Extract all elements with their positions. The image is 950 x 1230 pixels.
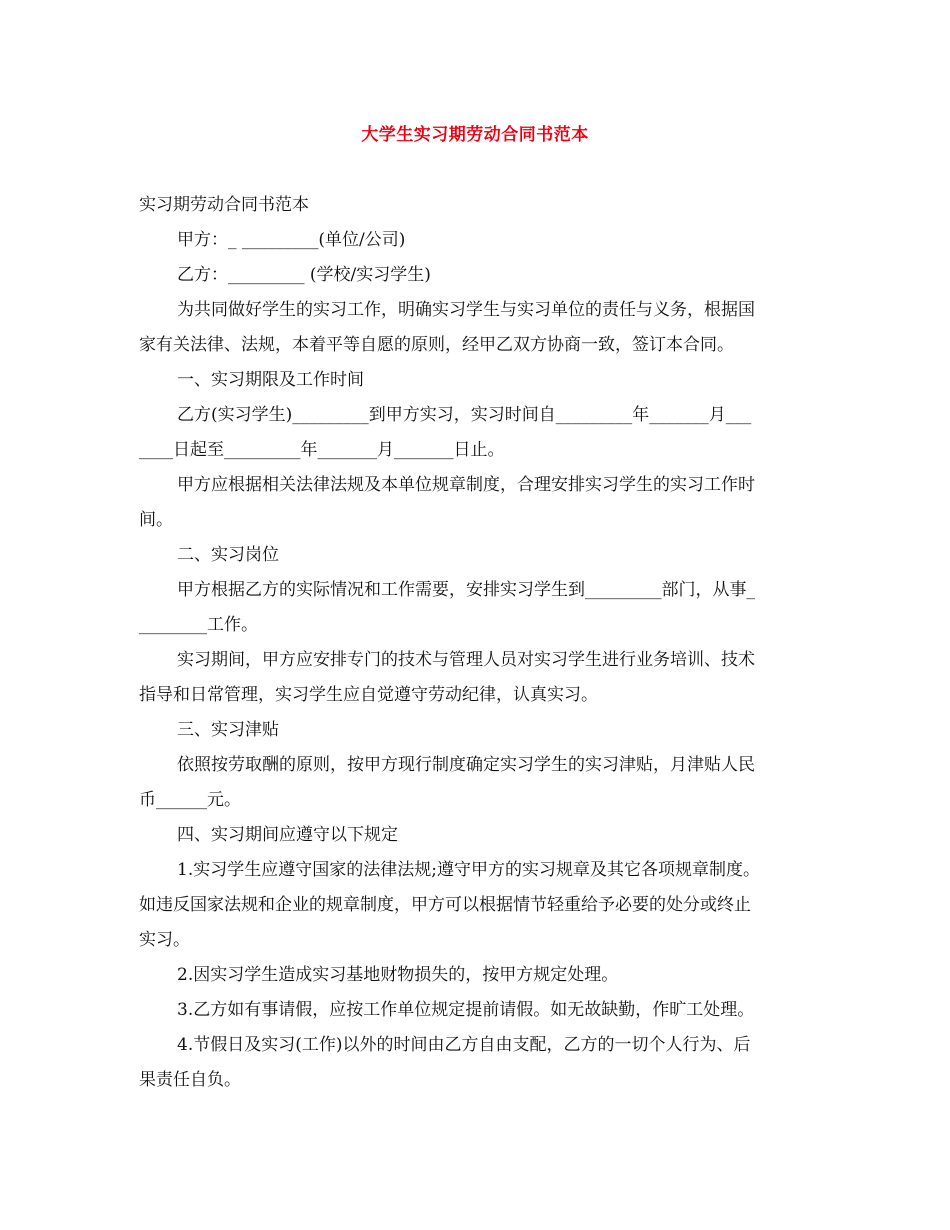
paragraph-line: 实习期间，甲方应安排专门的技术与管理人员对实习学生进行业务培训、技术: [177, 650, 755, 670]
paragraph-line: 币______元。: [139, 790, 241, 810]
paragraph-line: ____日起至_________年_______月_______日止。: [139, 440, 505, 460]
party-a-line: 甲方：_ _________(单位/公司): [177, 230, 406, 250]
section-heading: 一、实习期限及工作时间: [177, 370, 364, 390]
paragraph-line: 乙方(实习学生)_________到甲方实习，实习时间自_________年_______月___: [177, 405, 752, 425]
section-heading: 四、实习期间应遵守以下规定: [177, 825, 398, 845]
party-b-line: 乙方：_________ (学校/实习学生): [177, 265, 431, 285]
paragraph-line: 甲方根据乙方的实际情况和工作需要，安排实习学生到_________部门，从事_: [177, 580, 755, 600]
rule-item-line: 果责任自负。: [139, 1070, 241, 1090]
paragraph-line: 指导和日常管理，实习学生应自觉遵守劳动纪律，认真实习。: [139, 685, 598, 705]
paragraph-line: 家有关法律、法规，本着平等自愿的原则，经甲乙双方协商一致，签订本合同。: [139, 335, 734, 355]
rule-item-line: 1.实习学生应遵守国家的法律法规;遵守甲方的实习规章及其它各项规章制度。: [177, 860, 760, 880]
paragraph-line: 依照按劳取酬的原则，按甲方现行制度确定实习学生的实习津贴，月津贴人民: [177, 755, 755, 775]
rule-item-line: 2.因实习学生造成实习基地财物损失的，按甲方规定处理。: [177, 965, 619, 985]
paragraph-line: 间。: [139, 510, 173, 530]
section-heading: 二、实习岗位: [177, 545, 279, 565]
document-title: 大学生实习期劳动合同书范本: [361, 125, 589, 145]
paragraph-line: ________工作。: [139, 615, 258, 635]
rule-item-line: 3.乙方如有事请假，应按工作单位规定提前请假。如无故缺勤，作旷工处理。: [177, 1000, 755, 1020]
rule-item-line: 如违反国家法规和企业的规章制度，甲方可以根据情节轻重给予必要的处分或终止: [139, 895, 751, 915]
rule-item-line: 4.节假日及实习(工作)以外的时间由乙方自由支配，乙方的一切个人行为、后: [177, 1035, 751, 1055]
doc-subtitle: 实习期劳动合同书范本: [139, 195, 309, 215]
rule-item-line: 实习。: [139, 930, 190, 950]
paragraph-line: 甲方应根据相关法律法规及本单位规章制度，合理安排实习学生的实习工作时: [177, 475, 755, 495]
section-heading: 三、实习津贴: [177, 720, 279, 740]
paragraph-line: 为共同做好学生的实习工作，明确实习学生与实习单位的责任与义务，根据国: [177, 300, 755, 320]
